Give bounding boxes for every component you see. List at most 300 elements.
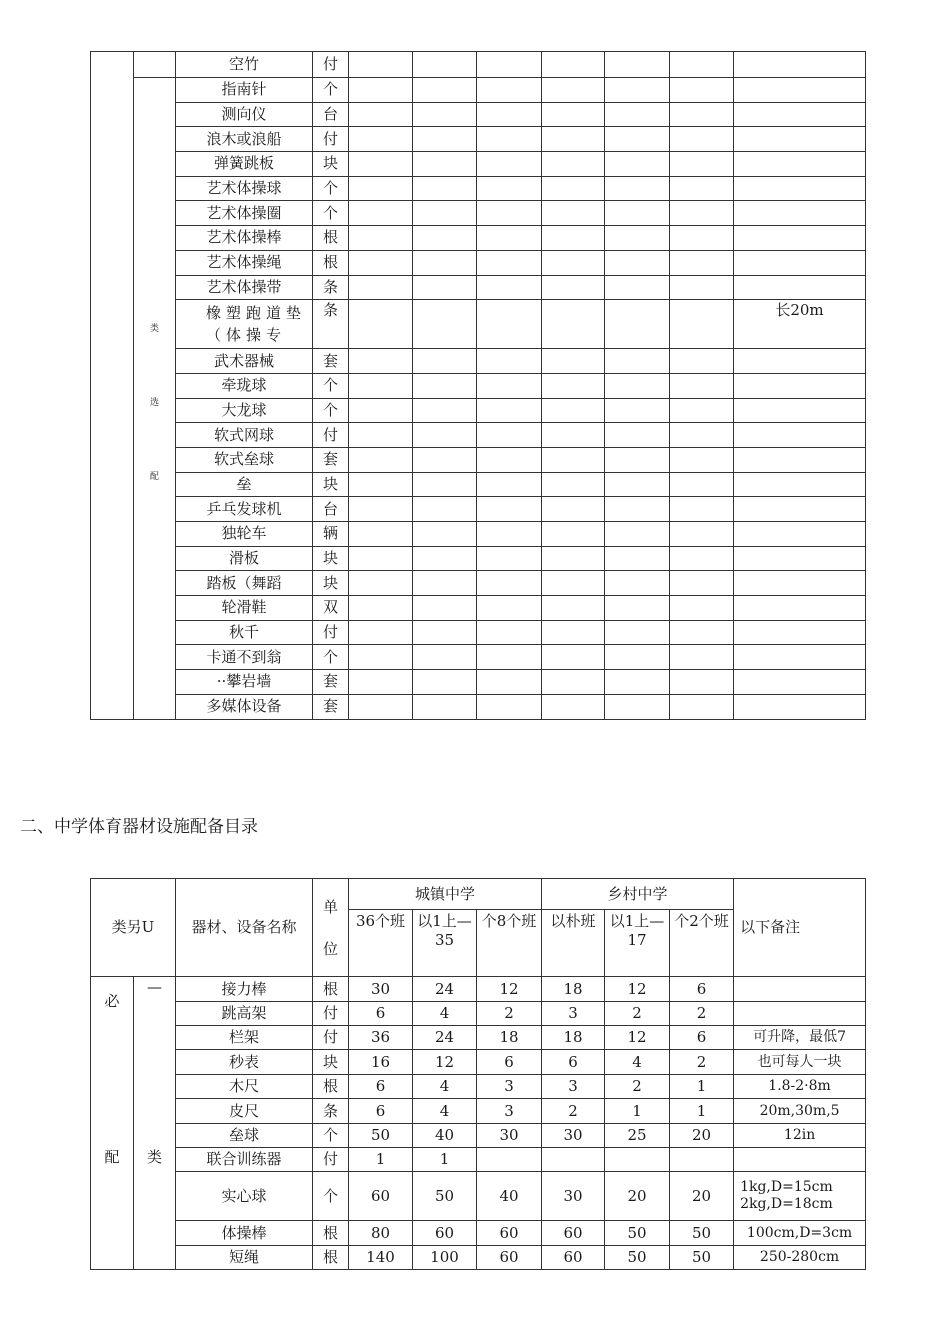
item-name: 实心球 [176, 1172, 313, 1221]
quantity-cell: 30 [542, 1124, 605, 1148]
item-unit: 根 [313, 226, 349, 251]
item-remark: 12in [734, 1124, 866, 1148]
quantity-cell [349, 349, 413, 374]
quantity-cell: 20 [605, 1172, 670, 1221]
item-unit: 付 [313, 52, 349, 78]
item-unit: 付 [313, 127, 349, 152]
quantity-cell: 2 [670, 1050, 734, 1075]
quantity-cell [542, 620, 605, 645]
quantity-cell [542, 152, 605, 177]
item-remark [734, 373, 866, 398]
item-name: 联合训练器 [176, 1148, 313, 1172]
item-unit: 条 [313, 300, 349, 349]
item-name: 艺术体操圈 [176, 201, 313, 226]
item-unit: 双 [313, 596, 349, 621]
subcategory-cell [134, 977, 176, 1270]
quantity-cell [477, 349, 542, 374]
quantity-cell [542, 497, 605, 522]
quantity-cell [413, 78, 477, 103]
quantity-cell [477, 670, 542, 695]
section-title: 二、中学体育器材设施配备目录 [20, 817, 258, 837]
quantity-cell [542, 546, 605, 571]
quantity-cell: 4 [413, 1075, 477, 1099]
quantity-cell [477, 596, 542, 621]
quantity-cell [413, 522, 477, 547]
quantity-cell [477, 226, 542, 251]
quantity-cell [670, 250, 734, 275]
quantity-cell [349, 152, 413, 177]
quantity-cell [670, 78, 734, 103]
item-unit: 台 [313, 497, 349, 522]
quantity-cell: 60 [542, 1246, 605, 1270]
quantity-cell [670, 645, 734, 670]
item-name: 接力棒 [176, 977, 313, 1002]
header-unit [313, 879, 349, 977]
item-remark [734, 977, 866, 1002]
item-remark [734, 522, 866, 547]
item-name: 艺术体操带 [176, 275, 313, 300]
item-unit: 根 [313, 1221, 349, 1246]
item-remark [734, 596, 866, 621]
quantity-cell [349, 694, 413, 719]
quantity-cell [413, 250, 477, 275]
item-unit: 辆 [313, 522, 349, 547]
quantity-cell: 60 [542, 1221, 605, 1246]
quantity-cell: 6 [477, 1050, 542, 1075]
quantity-cell [413, 275, 477, 300]
quantity-cell [605, 447, 670, 472]
item-name: 多媒体设备 [176, 694, 313, 719]
quantity-cell [670, 670, 734, 695]
quantity-cell [542, 522, 605, 547]
category-required-cell [91, 977, 134, 1270]
quantity-cell [670, 102, 734, 127]
quantity-cell [670, 447, 734, 472]
quantity-cell: 20 [670, 1124, 734, 1148]
quantity-cell [413, 102, 477, 127]
quantity-cell [542, 275, 605, 300]
item-remark [734, 1148, 866, 1172]
quantity-cell [349, 127, 413, 152]
quantity-cell [477, 546, 542, 571]
quantity-cell [605, 423, 670, 448]
quantity-cell [349, 300, 413, 349]
quantity-cell: 30 [349, 977, 413, 1002]
item-unit: 个 [313, 176, 349, 201]
item-remark [734, 226, 866, 251]
quantity-cell [670, 152, 734, 177]
header-rural-col: 个2个班 [670, 910, 734, 977]
quantity-cell [349, 102, 413, 127]
quantity-cell [670, 176, 734, 201]
quantity-cell [413, 571, 477, 596]
item-name: 艺术体操球 [176, 176, 313, 201]
quantity-cell [605, 620, 670, 645]
quantity-cell [349, 176, 413, 201]
quantity-cell: 80 [349, 1221, 413, 1246]
quantity-cell [542, 423, 605, 448]
quantity-cell [670, 423, 734, 448]
item-remark [734, 645, 866, 670]
quantity-cell [349, 226, 413, 251]
quantity-cell [477, 447, 542, 472]
quantity-cell [542, 447, 605, 472]
item-name: 牵珑球 [176, 373, 313, 398]
item-unit: 块 [313, 1050, 349, 1075]
item-name: 武术器械 [176, 349, 313, 374]
header-unit-bottom: 位 [322, 939, 338, 958]
item-unit: 根 [313, 250, 349, 275]
quantity-cell [542, 127, 605, 152]
item-remark [734, 472, 866, 497]
quantity-cell [349, 497, 413, 522]
item-remark [734, 546, 866, 571]
quantity-cell [413, 176, 477, 201]
subcategory-char: 类 [146, 1148, 162, 1166]
quantity-cell: 1 [413, 1148, 477, 1172]
item-remark: 20m,30m,5 [734, 1099, 866, 1124]
item-unit: 套 [313, 447, 349, 472]
quantity-cell: 6 [542, 1050, 605, 1075]
quantity-cell: 16 [349, 1050, 413, 1075]
quantity-cell: 50 [670, 1246, 734, 1270]
quantity-cell: 30 [477, 1124, 542, 1148]
item-remark [734, 1002, 866, 1026]
quantity-cell [605, 127, 670, 152]
item-remark: 100cm,D=3cm [734, 1221, 866, 1246]
quantity-cell [349, 620, 413, 645]
quantity-cell [477, 423, 542, 448]
quantity-cell: 4 [413, 1099, 477, 1124]
quantity-cell [477, 1148, 542, 1172]
quantity-cell: 3 [477, 1099, 542, 1124]
item-unit: 个 [313, 1124, 349, 1148]
item-unit: 付 [313, 620, 349, 645]
quantity-cell: 6 [670, 1026, 734, 1050]
category-char: 配 [104, 1148, 120, 1166]
quantity-cell [605, 102, 670, 127]
quantity-cell: 24 [413, 977, 477, 1002]
item-name: 体操棒 [176, 1221, 313, 1246]
quantity-cell: 3 [477, 1075, 542, 1099]
quantity-cell [542, 1148, 605, 1172]
quantity-cell: 20 [670, 1172, 734, 1221]
quantity-cell [413, 596, 477, 621]
quantity-cell [670, 546, 734, 571]
quantity-cell: 50 [605, 1246, 670, 1270]
quantity-cell [542, 250, 605, 275]
header-rural-col: 以朴班 [542, 910, 605, 977]
quantity-cell: 30 [542, 1172, 605, 1221]
quantity-cell [605, 398, 670, 423]
item-unit: 套 [313, 670, 349, 695]
item-name: ··攀岩墙 [176, 670, 313, 695]
quantity-cell [670, 497, 734, 522]
quantity-cell: 2 [670, 1002, 734, 1026]
item-remark [734, 78, 866, 103]
quantity-cell [349, 645, 413, 670]
quantity-cell [542, 694, 605, 719]
item-remark [734, 398, 866, 423]
quantity-cell [670, 694, 734, 719]
quantity-cell [605, 546, 670, 571]
quantity-cell: 12 [605, 977, 670, 1002]
quantity-cell [670, 571, 734, 596]
quantity-cell [413, 645, 477, 670]
item-unit: 块 [313, 571, 349, 596]
quantity-cell: 12 [605, 1026, 670, 1050]
quantity-cell [542, 571, 605, 596]
category-label-char: 配 [149, 472, 159, 482]
item-unit: 个 [313, 373, 349, 398]
header-remark: 以下备注 [734, 879, 866, 977]
item-name: 垒 [176, 472, 313, 497]
quantity-cell [349, 670, 413, 695]
quantity-cell [542, 300, 605, 349]
quantity-cell [349, 275, 413, 300]
quantity-cell [542, 398, 605, 423]
quantity-cell [477, 694, 542, 719]
item-name: 测向仪 [176, 102, 313, 127]
quantity-cell [605, 300, 670, 349]
quantity-cell [477, 571, 542, 596]
item-name: 皮尺 [176, 1099, 313, 1124]
quantity-cell [477, 620, 542, 645]
quantity-cell [349, 398, 413, 423]
item-name: 艺术体操绳 [176, 250, 313, 275]
quantity-cell [605, 152, 670, 177]
quantity-cell [349, 571, 413, 596]
quantity-cell [413, 670, 477, 695]
header-urban-col: 个8个班 [477, 910, 542, 977]
header-urban-col: 以1上—35 [413, 910, 477, 977]
quantity-cell: 18 [542, 1026, 605, 1050]
header-unit-top: 单 [322, 897, 338, 916]
item-unit: 根 [313, 1246, 349, 1270]
item-remark [734, 423, 866, 448]
subcategory-cell [134, 52, 176, 78]
quantity-cell [605, 522, 670, 547]
quantity-cell [605, 176, 670, 201]
item-name: 乒乓发球机 [176, 497, 313, 522]
item-remark: 1kg,D=15cm 2kg,D=18cm [734, 1172, 866, 1221]
item-unit: 台 [313, 102, 349, 127]
header-rural: 乡村中学 [542, 879, 734, 910]
item-remark: 250-280cm [734, 1246, 866, 1270]
item-remark: 1.8-2·8m [734, 1075, 866, 1099]
quantity-cell: 3 [542, 1075, 605, 1099]
item-unit: 付 [313, 1002, 349, 1026]
quantity-cell [542, 670, 605, 695]
item-remark [734, 447, 866, 472]
item-remark: 可升降，最低7 [734, 1026, 866, 1050]
quantity-cell [413, 546, 477, 571]
quantity-cell: 18 [542, 977, 605, 1002]
item-name: 空竹 [176, 52, 313, 78]
item-remark [734, 102, 866, 127]
quantity-cell [605, 250, 670, 275]
quantity-cell [605, 497, 670, 522]
item-name: 秒表 [176, 1050, 313, 1075]
quantity-cell: 50 [670, 1221, 734, 1246]
quantity-cell [349, 423, 413, 448]
quantity-cell [542, 645, 605, 670]
quantity-cell [605, 349, 670, 374]
category-label-char: 类 [149, 324, 159, 334]
quantity-cell [605, 373, 670, 398]
quantity-cell: 60 [477, 1246, 542, 1270]
quantity-cell [670, 226, 734, 251]
quantity-cell [542, 596, 605, 621]
quantity-cell [477, 201, 542, 226]
item-name: 指南针 [176, 78, 313, 103]
quantity-cell [477, 373, 542, 398]
category-label-cell [134, 78, 176, 720]
quantity-cell [349, 447, 413, 472]
item-remark: 长20m [734, 300, 866, 349]
item-name: 卡通不到翁 [176, 645, 313, 670]
item-unit: 根 [313, 977, 349, 1002]
quantity-cell [605, 670, 670, 695]
quantity-cell [477, 78, 542, 103]
quantity-cell [670, 300, 734, 349]
item-name: 轮滑鞋 [176, 596, 313, 621]
quantity-cell [413, 472, 477, 497]
quantity-cell [477, 152, 542, 177]
item-unit: 套 [313, 694, 349, 719]
item-unit: 套 [313, 349, 349, 374]
quantity-cell: 50 [349, 1124, 413, 1148]
item-name: 大龙球 [176, 398, 313, 423]
quantity-cell [477, 127, 542, 152]
quantity-cell [605, 78, 670, 103]
item-name: 弹簧跳板 [176, 152, 313, 177]
item-remark [734, 670, 866, 695]
item-name: 滑板 [176, 546, 313, 571]
quantity-cell [477, 275, 542, 300]
quantity-cell: 1 [349, 1148, 413, 1172]
quantity-cell [670, 1148, 734, 1172]
quantity-cell [477, 645, 542, 670]
item-unit: 个 [313, 398, 349, 423]
item-unit: 块 [313, 546, 349, 571]
quantity-cell [477, 250, 542, 275]
middle-school-equipment-table [90, 878, 866, 1270]
quantity-cell: 60 [349, 1172, 413, 1221]
item-remark [734, 497, 866, 522]
item-name: 跳高架 [176, 1002, 313, 1026]
quantity-cell: 50 [413, 1172, 477, 1221]
item-name: 软式垒球 [176, 447, 313, 472]
quantity-cell: 2 [605, 1075, 670, 1099]
quantity-cell [413, 349, 477, 374]
quantity-cell [349, 78, 413, 103]
quantity-cell [413, 497, 477, 522]
quantity-cell: 50 [605, 1221, 670, 1246]
item-name: 独轮车 [176, 522, 313, 547]
header-urban: 城镇中学 [349, 879, 542, 910]
quantity-cell: 25 [605, 1124, 670, 1148]
category-char: 必 [104, 992, 120, 1010]
quantity-cell [413, 620, 477, 645]
quantity-cell [605, 201, 670, 226]
quantity-cell [670, 127, 734, 152]
item-name: 踏板（舞蹈 [176, 571, 313, 596]
quantity-cell [542, 201, 605, 226]
subcategory-char: — [147, 978, 162, 996]
category-cell [91, 52, 134, 720]
item-remark [734, 571, 866, 596]
quantity-cell: 40 [413, 1124, 477, 1148]
quantity-cell [413, 398, 477, 423]
item-name: 软式网球 [176, 423, 313, 448]
quantity-cell [605, 571, 670, 596]
item-unit: 个 [313, 78, 349, 103]
quantity-cell: 6 [349, 1075, 413, 1099]
item-remark [734, 250, 866, 275]
item-remark [734, 620, 866, 645]
quantity-cell [477, 522, 542, 547]
quantity-cell [670, 472, 734, 497]
item-unit: 付 [313, 423, 349, 448]
quantity-cell [349, 250, 413, 275]
quantity-cell [349, 472, 413, 497]
item-remark [734, 152, 866, 177]
quantity-cell [670, 201, 734, 226]
quantity-cell [670, 398, 734, 423]
item-unit: 个 [313, 1172, 349, 1221]
quantity-cell [413, 152, 477, 177]
equipment-table-continued [90, 51, 866, 720]
quantity-cell [542, 78, 605, 103]
category-label-char: 选 [149, 398, 159, 408]
quantity-cell [349, 522, 413, 547]
quantity-cell [542, 102, 605, 127]
quantity-cell [605, 226, 670, 251]
quantity-cell [413, 373, 477, 398]
quantity-cell: 6 [349, 1002, 413, 1026]
quantity-cell: 1 [670, 1075, 734, 1099]
item-name: 橡塑跑道垫（体操专 [176, 300, 313, 349]
quantity-cell [542, 472, 605, 497]
item-remark [734, 127, 866, 152]
quantity-cell [413, 300, 477, 349]
quantity-cell [542, 176, 605, 201]
item-remark [734, 349, 866, 374]
quantity-cell: 18 [477, 1026, 542, 1050]
quantity-cell [477, 472, 542, 497]
quantity-cell: 1 [670, 1099, 734, 1124]
item-name: 秋千 [176, 620, 313, 645]
quantity-cell [605, 694, 670, 719]
item-unit: 块 [313, 152, 349, 177]
item-name: 短绳 [176, 1246, 313, 1270]
item-remark [734, 275, 866, 300]
quantity-cell [670, 373, 734, 398]
quantity-cell [413, 201, 477, 226]
item-name: 栏架 [176, 1026, 313, 1050]
quantity-cell: 6 [349, 1099, 413, 1124]
item-remark [734, 694, 866, 719]
quantity-cell: 2 [605, 1002, 670, 1026]
item-unit: 根 [313, 1075, 349, 1099]
quantity-cell: 2 [477, 1002, 542, 1026]
item-unit: 个 [313, 201, 349, 226]
quantity-cell [670, 596, 734, 621]
quantity-cell: 6 [670, 977, 734, 1002]
item-name: 垒球 [176, 1124, 313, 1148]
header-urban-col: 36个班 [349, 910, 413, 977]
